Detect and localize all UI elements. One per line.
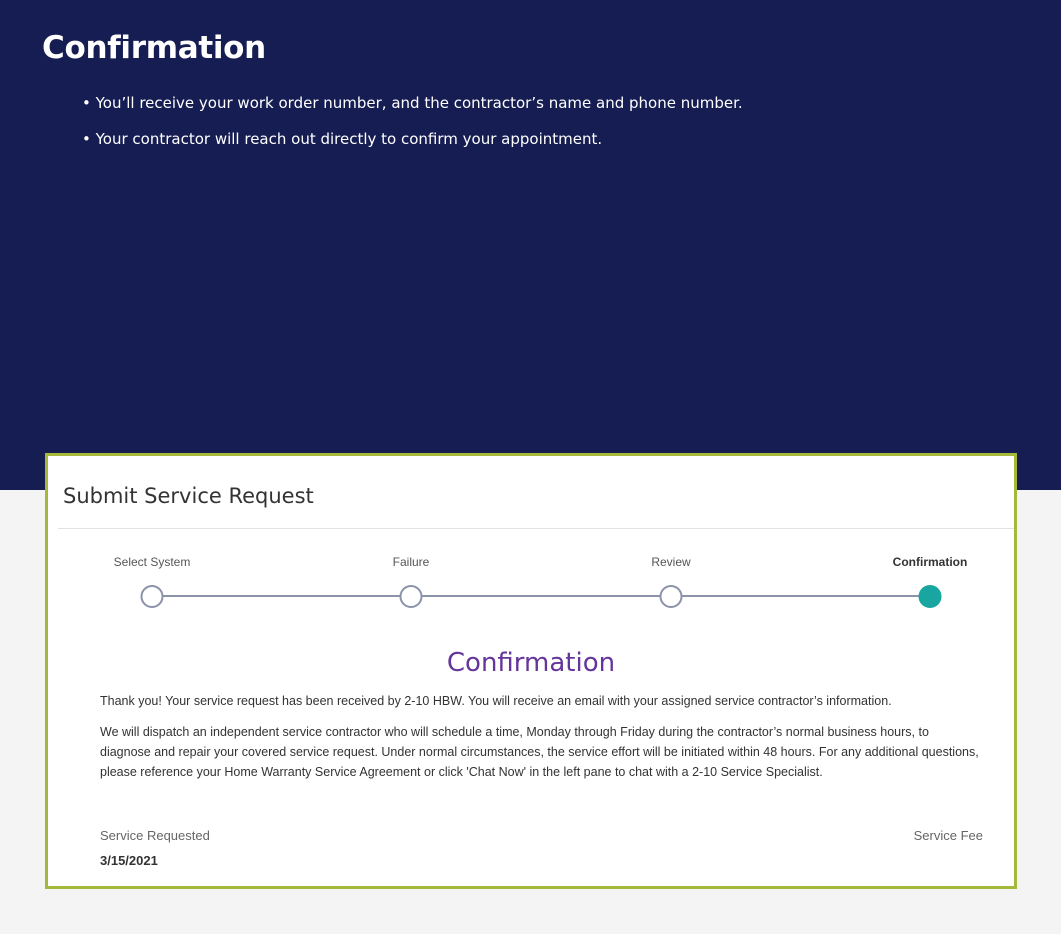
- step-label-confirmation: Confirmation: [892, 555, 968, 569]
- step-indicator-select-system: [141, 585, 164, 608]
- step-label-review: Review: [651, 555, 691, 569]
- hero-bullet: • You’ll receive your work order number, and the contractor’s name and phone number.: [82, 94, 743, 112]
- thank-you-message: Thank you! Your service request has been received by 2-10 HBW. You will receive an email with your assigned service contractor’s information.: [100, 694, 892, 708]
- step-label-select-system: Select System: [113, 555, 191, 569]
- stepper-track: [152, 595, 932, 597]
- panel-title: Submit Service Request: [63, 484, 314, 508]
- step-indicator-review: [660, 585, 683, 608]
- step-label-failure: Failure: [392, 555, 430, 569]
- confirmation-heading: Confirmation: [446, 648, 616, 678]
- hero-title: Confirmation: [42, 30, 266, 66]
- service-request-panel: [45, 453, 1017, 889]
- dispatch-message: We will dispatch an independent service contractor who will schedule a time, Monday through Friday during the contractor’s normal business hours, to diagnose and repair your covered service request. Under normal circumstances, the service effort will be initiated within 48 hours. For any additional questions, please reference your Home Warranty Service Agreement or click 'Chat Now' in the left pane to chat with a 2-10 Service Specialist.: [100, 725, 979, 779]
- hero-bullet: • Your contractor will reach out directly to confirm your appointment.: [82, 130, 603, 148]
- service-requested-label: Service Requested: [100, 828, 210, 843]
- service-fee-label: Service Fee: [913, 828, 983, 843]
- step-indicator-failure: [400, 585, 423, 608]
- step-indicator-confirmation: [919, 585, 942, 608]
- hero-bullet-list: [82, 94, 743, 166]
- panel-divider: [58, 528, 1014, 529]
- service-requested-date: 3/15/2021: [100, 853, 158, 868]
